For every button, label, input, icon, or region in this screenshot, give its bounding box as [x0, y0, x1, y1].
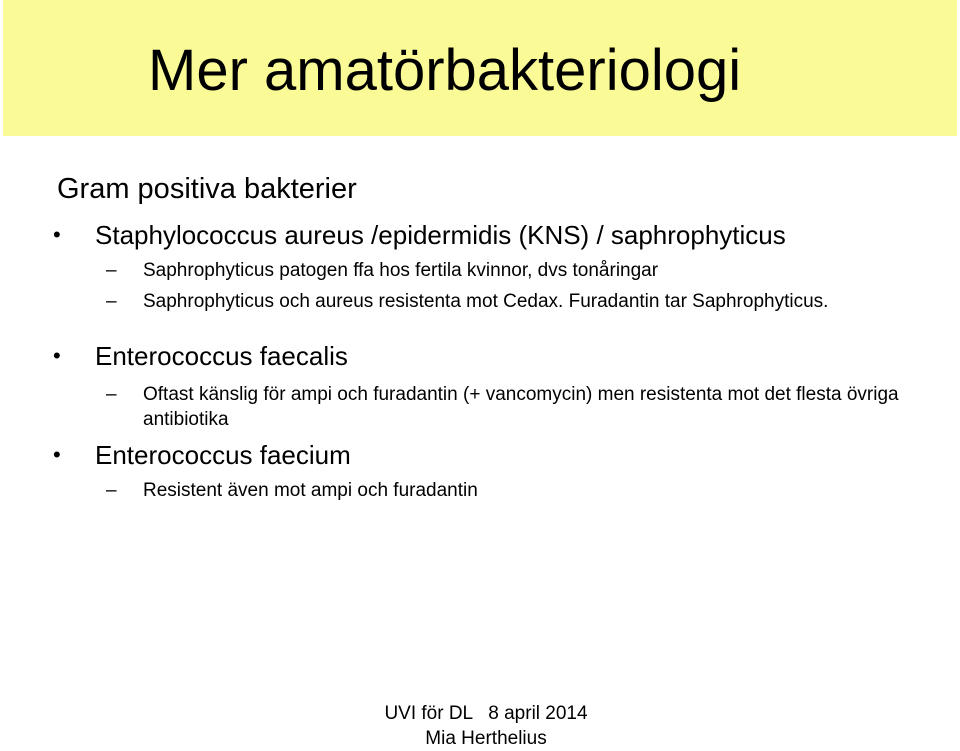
bullet-icon: •	[53, 343, 61, 368]
slide-footer	[370, 701, 602, 751]
footer-author: Mia Herthelius	[425, 728, 547, 749]
dash-icon: –	[106, 384, 117, 405]
dash-icon: –	[106, 260, 117, 281]
footer-event-date: UVI för DL 8 april 2014	[384, 703, 588, 724]
sub-item-text: Oftast känslig för ampi och furadantin (+ vancomycin) men resistenta mot det flesta övriga antibiotika	[143, 384, 899, 430]
slide-title: Mer amatörbakteriologi	[148, 38, 742, 103]
sub-item-text: Saphrophyticus patogen ffa hos fertila kvinnor, dvs tonåringar	[143, 260, 659, 281]
bullet-icon: •	[53, 222, 61, 247]
dash-icon: –	[106, 480, 117, 501]
dash-icon: –	[106, 291, 117, 312]
bullet-text: Enterococcus faecium	[95, 440, 351, 470]
bullet-icon: •	[53, 442, 61, 467]
bullet-text: Enterococcus faecalis	[95, 341, 348, 371]
bullet-text: Staphylococcus aureus /epidermidis (KNS) / saphrophyticus	[95, 220, 786, 250]
section-heading: Gram positiva bakterier	[57, 173, 357, 205]
sub-item-text: Saphrophyticus och aureus resistenta mot Cedax. Furadantin tar Saphrophyticus.	[143, 291, 829, 312]
sub-item-text: Resistent även mot ampi och furadantin	[143, 480, 478, 501]
